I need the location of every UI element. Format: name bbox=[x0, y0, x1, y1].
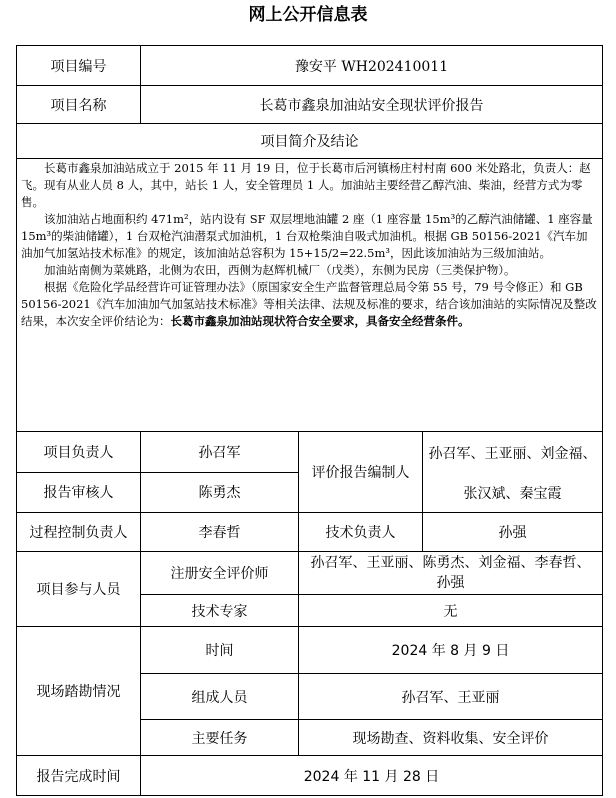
row-leader bbox=[17, 432, 603, 473]
summary-body bbox=[17, 159, 603, 432]
row-project-code bbox=[17, 46, 603, 86]
reviewer-value: 陈勇杰 bbox=[141, 472, 299, 513]
survey-members-label: 组成人员 bbox=[141, 674, 299, 720]
survey-tasks-value: 现场勘查、资料收集、安全评价 bbox=[299, 720, 603, 756]
row-summary-body bbox=[17, 159, 603, 432]
survey-members-value: 孙召军、王亚丽 bbox=[299, 674, 603, 720]
completion-value: 2024 年 11 月 28 日 bbox=[141, 756, 603, 796]
completion-label: 报告完成时间 bbox=[17, 756, 141, 796]
process-value: 李春哲 bbox=[141, 513, 299, 552]
survey-time-label: 时间 bbox=[141, 627, 299, 674]
summary-conclusion: 长葛市鑫泉加油站现状符合安全要求，具备安全经营条件。 bbox=[170, 314, 470, 328]
summary-paragraph-1: 长葛市鑫泉加油站成立于 2015 年 11 月 19 日，位于长葛市后河镇杨庄村村南 600 米处路北，负责人：赵飞。现有从业人员 8 人，其中，站长 1 人，安全管理员 1 人。加油站主要经营乙醇汽油、柴油，经营方式为零售。 bbox=[21, 161, 591, 209]
summary-paragraph-4-text: 根据《危险化学品经营许可证管理办法》（原国家安全生产监督管理总局令第 55 号，79 号令修正）和 GB 50156-2021《汽车加油加气加氢站技术标准》等相关法律、法规及标准的要求，结合该加油站的实际情况及整改结果，本次安全评价结论为： bbox=[21, 280, 597, 328]
leader-value: 孙召军 bbox=[141, 432, 299, 473]
project-name-value: 长葛市鑫泉加油站安全现状评价报告 bbox=[141, 86, 603, 124]
row-process bbox=[17, 513, 603, 552]
tech-lead-value: 孙强 bbox=[423, 513, 603, 552]
tech-lead-label: 技术负责人 bbox=[299, 513, 423, 552]
row-registered-assessor bbox=[17, 552, 603, 595]
project-code-value: 豫安平 WH202410011 bbox=[141, 46, 603, 86]
participants-label: 项目参与人员 bbox=[17, 552, 141, 627]
editor-value-line-2: 张汉斌、秦宝霞 bbox=[463, 486, 562, 502]
summary-paragraph-3: 加油站南侧为菜姚路，北侧为农田，西侧为赵辉机械厂（戊类），东侧为民房（三类保护物）。 bbox=[44, 263, 516, 277]
survey-tasks-label: 主要任务 bbox=[141, 720, 299, 756]
expert-label: 技术专家 bbox=[141, 595, 299, 627]
project-code-label: 项目编号 bbox=[17, 46, 141, 86]
summary-paragraph-4 bbox=[17, 279, 602, 330]
registered-label: 注册安全评价师 bbox=[141, 552, 299, 595]
info-table bbox=[16, 45, 603, 796]
summary-header: 项目简介及结论 bbox=[17, 124, 603, 159]
row-completion bbox=[17, 756, 603, 796]
leader-label: 项目负责人 bbox=[17, 432, 141, 473]
summary-paragraph-2: 该加油站占地面积约 471m²，站内设有 SF 双层埋地油罐 2 座（1 座容量 15m³的乙醇汽油储罐、1 座容量 15m³的柴油储罐），1 台双枪汽油潜泵式加油机，1 台双枪柴油自吸式加油机。根据 GB 50156-2021《汽车加油加气加氢站技术标准》的规定，该加油站总容积为 15+15/2=22.5m³，因此该加油站为三级加油站。 bbox=[21, 212, 593, 260]
row-summary-header bbox=[17, 124, 603, 159]
process-label: 过程控制负责人 bbox=[17, 513, 141, 552]
registered-value bbox=[299, 552, 603, 595]
page-title: 网上公开信息表 bbox=[248, 5, 368, 25]
editor-value bbox=[423, 432, 603, 513]
editor-value-line-1: 孙召军、王亚丽、刘金福、 bbox=[428, 446, 597, 462]
registered-value-line-2: 孙强 bbox=[436, 575, 465, 591]
reviewer-label: 报告审核人 bbox=[17, 472, 141, 513]
expert-value: 无 bbox=[299, 595, 603, 627]
site-survey-label: 现场踏勘情况 bbox=[17, 627, 141, 756]
survey-time-value: 2024 年 8 月 9 日 bbox=[299, 627, 603, 674]
project-name-label: 项目名称 bbox=[17, 86, 141, 124]
row-survey-time bbox=[17, 627, 603, 674]
registered-value-line-1: 孙召军、王亚丽、陈勇杰、刘金福、李春哲、 bbox=[310, 555, 591, 571]
editor-label: 评价报告编制人 bbox=[299, 432, 423, 513]
row-project-name bbox=[17, 86, 603, 124]
